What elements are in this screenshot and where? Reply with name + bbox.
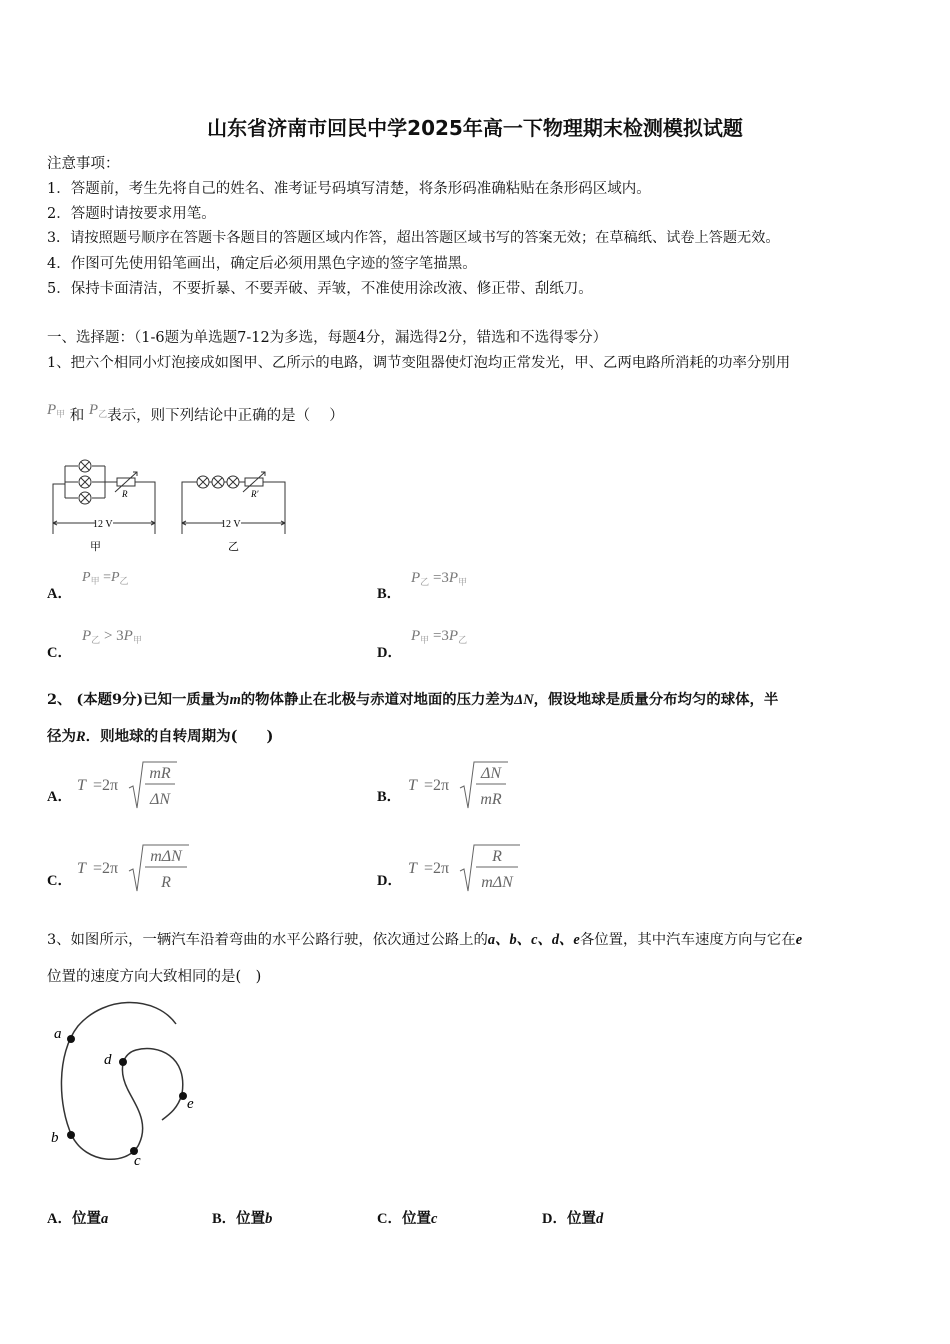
point-d: [119, 1058, 127, 1066]
q2-text: 的物体静止在北极与赤道对地面的压力差为: [240, 691, 515, 708]
left-caption: 甲: [90, 540, 101, 553]
q3-stem-line2: 位置的速度方向大致相同的是( ): [47, 969, 262, 985]
q3-option-pos: b: [265, 1211, 273, 1227]
point-b: [67, 1131, 75, 1139]
notice-heading: 注意事项：: [47, 156, 120, 172]
q3-option-a[interactable]: [47, 1207, 108, 1228]
formula-num: ΔN: [480, 765, 502, 782]
q1-stem: 1、把六个相同小灯泡接成如图甲、乙所示的电路，调节变阻器使灯泡均正常发光，甲、乙两电路所消耗的功率分别用: [47, 355, 791, 371]
q1-stem-line2: [47, 404, 344, 426]
q1-option-c-expr: $P_乙 > 3P_甲$: [82, 628, 142, 645]
q3-option-d[interactable]: [542, 1207, 603, 1228]
section-heading: 一、选择题：（1-6题为单选题7-12为多选，每题4分，漏选得2分，错选和不选得零分）: [47, 330, 608, 346]
label-b: b: [51, 1130, 59, 1146]
q1-option-a-label[interactable]: A．: [47, 586, 72, 602]
notice-item: 3．请按照题号顺序在答题卡各题目的答题区域内作答，超出答题区域书写的答案无效；在草稿纸、试卷上答题无效。: [47, 230, 780, 246]
page-title: 山东省济南市回民中学2025年高一下物理期末检测模拟试题: [207, 116, 743, 140]
road-curve: [61, 1003, 182, 1160]
q3-stem-line1: [47, 928, 802, 949]
label-a: a: [54, 1026, 62, 1042]
q3-option-pos: a: [100, 1211, 109, 1227]
q3-text: 3、如图所示，一辆汽车沿着弯曲的水平公路行驶，依次通过公路上的: [47, 932, 488, 948]
q2-r: R: [76, 729, 86, 745]
label-d: d: [104, 1052, 112, 1068]
notice-item: 2．答题时请按要求用笔。: [47, 206, 216, 222]
point-e: [179, 1092, 187, 1100]
right-caption: 乙: [228, 540, 239, 553]
formula-eq: =2π: [93, 777, 119, 794]
q3-option-pos: d: [595, 1211, 604, 1227]
q3-option-b[interactable]: [212, 1207, 272, 1228]
left-voltage-label: 12 V: [93, 519, 113, 530]
q3-e: e: [795, 932, 803, 948]
q2-option-c-label[interactable]: C．: [47, 873, 72, 889]
formula-den: mΔN: [481, 874, 513, 891]
q2-option-d-label[interactable]: D．: [377, 873, 402, 889]
point-a: [67, 1035, 75, 1043]
q3-option-pos: c: [430, 1211, 438, 1227]
q2-option-a-label[interactable]: A．: [47, 789, 72, 805]
formula-den: mR: [480, 791, 502, 808]
q1-option-c-label[interactable]: C．: [47, 645, 72, 661]
formula-eq: =2π: [424, 860, 450, 877]
q2-stem-line1: [47, 688, 778, 709]
q3-option-label: C．位置: [377, 1211, 431, 1227]
q2-option-a-formula: [77, 758, 197, 816]
q2-text: ，假设地球是质量分布均匀的球体，半: [533, 691, 779, 708]
q2-text: 2、 (本题9分)已知一质量为: [47, 691, 230, 708]
q2-option-c-formula: [77, 841, 207, 899]
label-c: c: [134, 1153, 141, 1169]
right-resistor-label: R′: [251, 489, 259, 499]
q3-option-label: D．位置: [542, 1211, 596, 1227]
q1-option-b-label[interactable]: B．: [377, 586, 402, 602]
formula-t: T: [77, 860, 86, 877]
q2-formula-svg: [77, 758, 197, 812]
q2-stem-line2: [47, 725, 273, 746]
q1-stem-and: 和: [69, 408, 85, 424]
q3-option-label: A．位置: [47, 1211, 101, 1227]
q3-text: 各位置，其中汽车速度方向与它在: [579, 932, 796, 948]
label-e: e: [187, 1096, 194, 1112]
q1-stem-tail: 表示，则下列结论中正确的是（ ）: [107, 408, 344, 424]
formula-num: R: [492, 848, 502, 865]
formula-num: mR: [149, 765, 171, 782]
formula-t: T: [77, 777, 86, 794]
q1-p-yi: $P_乙$: [88, 402, 108, 419]
formula-den: ΔN: [149, 791, 171, 808]
formula-num: mΔN: [150, 848, 182, 865]
q1-option-b-expr: $P_乙 =3P_甲$: [411, 570, 468, 587]
formula-den: R: [161, 874, 171, 891]
q2-text: 径为: [47, 728, 76, 745]
q3-points: a、b、c、d、e: [487, 932, 580, 948]
q3-option-label: B．位置: [212, 1211, 266, 1227]
right-voltage-label: 12 V: [221, 519, 241, 530]
q3-option-c[interactable]: [377, 1207, 437, 1228]
q2-m: m: [229, 692, 241, 708]
notice-item: 1．答题前，考生先将自己的姓名、准考证号码填写清楚，将条形码准确粘贴在条形码区域内。: [47, 181, 651, 197]
q1-option-a-expr: $P_甲 =P_乙$: [82, 570, 129, 586]
q2-option-d-formula: [408, 841, 538, 899]
q2-dn: ΔN: [514, 692, 534, 708]
q2-text: ．则地球的自转周期为( ): [85, 728, 274, 745]
q1-p-jia: $P_甲$: [47, 402, 66, 419]
q1-option-d-label[interactable]: D．: [377, 645, 402, 661]
q2-option-b-formula: [408, 758, 528, 816]
notice-item: 5．保持卡面清洁，不要折暴、不要弄破、弄皱，不准使用涂改液、修正带、刮纸刀。: [47, 281, 593, 297]
formula-t: T: [408, 860, 417, 877]
q1-circuit-figure: [45, 452, 295, 556]
left-resistor-label: R: [122, 489, 128, 499]
notice-item: 4．作图可先使用铅笔画出，确定后必须用黑色字迹的签字笔描黑。: [47, 256, 477, 272]
q3-road-figure: [46, 996, 216, 1176]
q2-formula-svg: [408, 841, 538, 895]
formula-t: T: [408, 777, 417, 794]
formula-eq: =2π: [93, 860, 119, 877]
q2-formula-svg: [77, 841, 207, 895]
formula-eq: =2π: [424, 777, 450, 794]
q2-option-b-label[interactable]: B．: [377, 789, 402, 805]
q1-option-d-expr: $P_甲 =3P_乙$: [411, 628, 468, 645]
q2-formula-svg: [408, 758, 528, 812]
